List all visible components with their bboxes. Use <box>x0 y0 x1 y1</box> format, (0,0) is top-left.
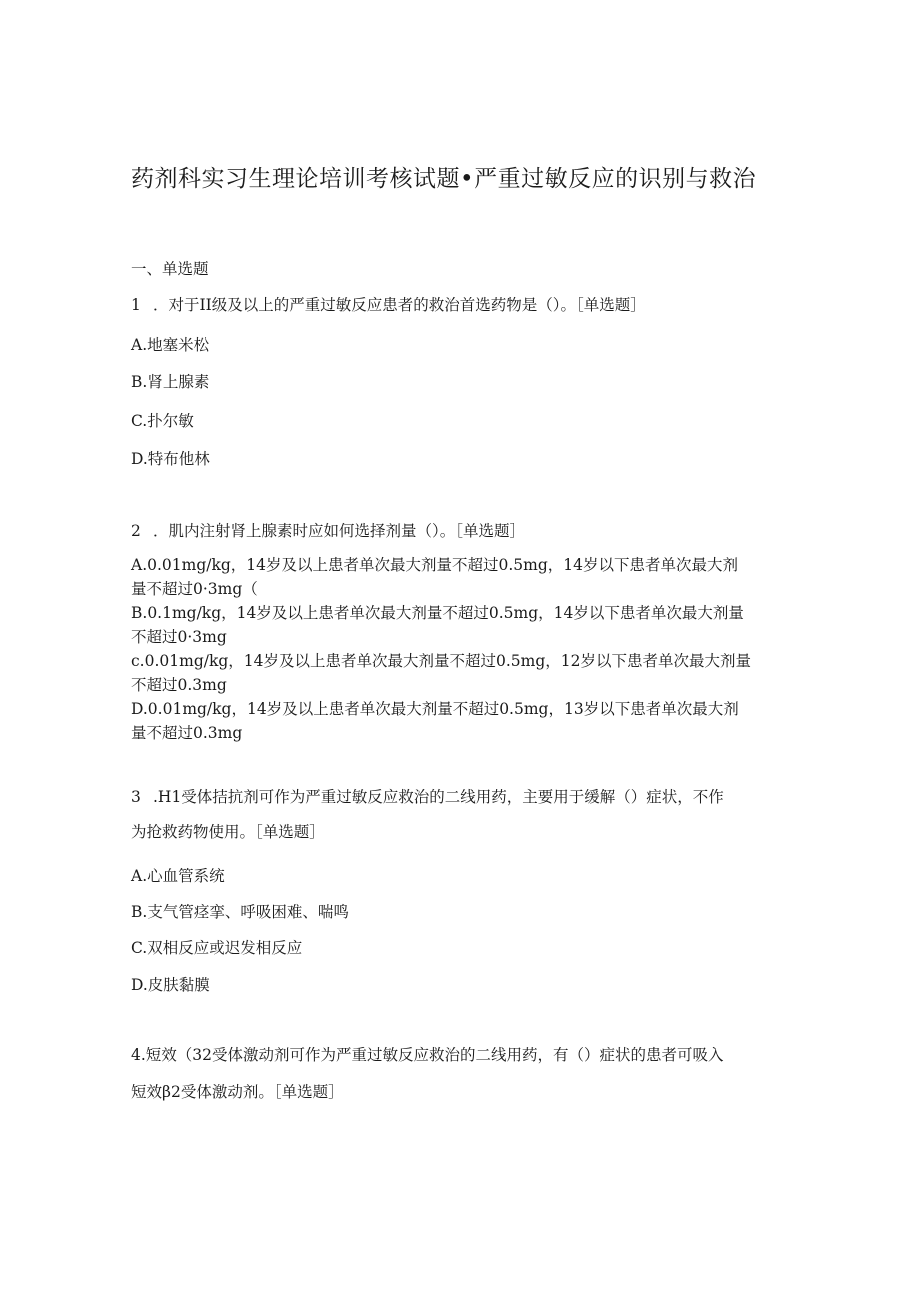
question-text: ．肌内注射肾上腺素时应如何选择剂量（）。［单选题］ <box>153 522 526 540</box>
document-title: 药剂科实习生理论培训考核试题•严重过敏反应的识别与救治 <box>131 166 757 192</box>
question-3-option-a: A.心血管系统 <box>131 867 225 885</box>
question-3-option-b: B.支气管痉挛、呼吸困难、喘鸣 <box>131 903 349 921</box>
question-text: ．对于II级及以上的严重过敏反应患者的救治首选药物是（）。［单选题］ <box>153 296 646 314</box>
question-3-stem-line2: 为抢救药物使用。［单选题］ <box>131 823 325 841</box>
question-number: 1 <box>131 296 141 314</box>
question-2-option-c-line1: c.0.01mg/kg，14岁及以上患者单次最大剂量不超过0.5mg，12岁以下患者单次最大剂量 <box>131 652 751 670</box>
question-4-stem-line1 <box>131 1043 724 1065</box>
question-4-stem-line2: 短效β2受体激动剂。［单选题］ <box>131 1083 344 1101</box>
question-1-option-c: C.扑尔敏 <box>131 412 194 430</box>
question-3-option-d: D.皮肤黏膜 <box>131 976 210 994</box>
question-number: 2 <box>131 522 141 540</box>
question-2-option-d-line1: D.0.01mg/kg，14岁及以上患者单次最大剂量不超过0.5mg，13岁以下患者单次最大剂 <box>131 700 739 718</box>
question-2-option-c-line2: 不超过0.3mg <box>131 676 227 694</box>
question-text: .H1受体拮抗剂可作为严重过敏反应救治的二线用药，主要用于缓解（）症状，不作 <box>153 788 724 806</box>
section-heading: 一、单选题 <box>131 260 209 278</box>
question-3-option-c: C.双相反应或迟发相反应 <box>131 939 303 957</box>
question-2-option-d-line2: 量不超过0.3mg <box>131 724 243 742</box>
question-1-option-d: D.特布他林 <box>131 450 210 468</box>
question-1-stem <box>131 293 646 315</box>
question-number: 3 <box>131 788 141 806</box>
question-number: 4. <box>131 1046 146 1064</box>
question-2-stem <box>131 519 525 541</box>
question-2-option-a-line1: A.0.01mg/kg，14岁及以上患者单次最大剂量不超过0.5mg，14岁以下患者单次最大剂 <box>131 556 739 574</box>
question-2-option-b-line1: B.0.1mg/kg，14岁及以上患者单次最大剂量不超过0.5mg，14岁以下患者单次最大剂量 <box>131 604 744 622</box>
question-2-option-b-line2: 不超过0·3mg <box>131 628 227 646</box>
question-3-stem-line1 <box>131 785 724 807</box>
question-1-option-a: A.地塞米松 <box>131 336 210 354</box>
question-2-option-a-line2: 量不超过0·3mg（ <box>131 580 258 598</box>
question-text: 短效（32受体激动剂可作为严重过敏反应救治的二线用药，有（）症状的患者可吸入 <box>145 1046 724 1064</box>
question-1-option-b: B.肾上腺素 <box>131 373 210 391</box>
